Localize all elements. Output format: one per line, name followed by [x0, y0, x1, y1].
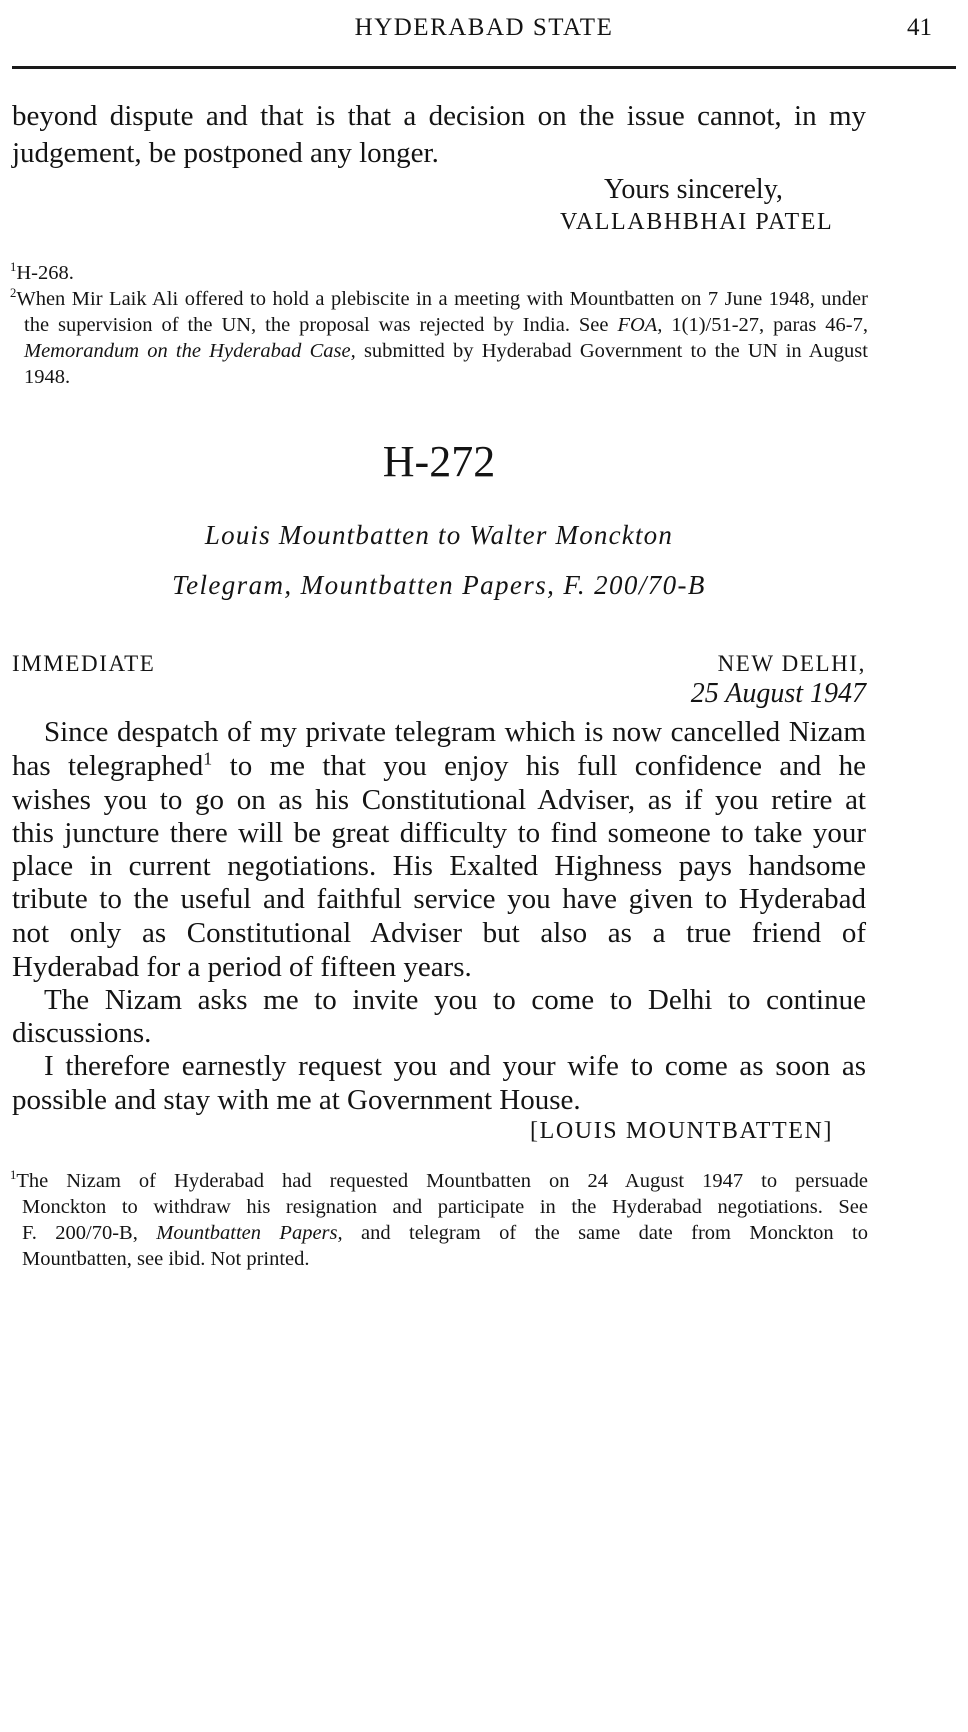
- body-text: to me that you enjoy his full confidence and he: [212, 750, 866, 782]
- footnote-citation: FOA,: [617, 314, 663, 336]
- continuation-line: beyond dispute and that is that a decision on the issue cannot, in my: [12, 100, 866, 132]
- body-line: [12, 714, 866, 751]
- body-text: has telegraphed: [12, 750, 204, 782]
- footnote: [10, 286, 868, 390]
- running-head-title: HYDERABAD STATE: [354, 14, 614, 41]
- body-text: The Nizam asks me to invite you to come to Delhi to continue: [44, 984, 866, 1016]
- page-number: 41: [907, 14, 932, 41]
- footnote-text: The Nizam of Hyderabad had requested Mountbatten on 24 August 1947 to persuade: [16, 1170, 868, 1192]
- footnote-marker: 1: [10, 1168, 17, 1183]
- footnote-citation: Memorandum on the Hyderabad Case,: [24, 340, 356, 362]
- telegram-date: 25 August 1947: [690, 678, 866, 709]
- body-line: discussions.: [12, 1017, 152, 1049]
- body-line: this juncture there will be great difficulty to find someone to take your: [12, 817, 866, 849]
- body-line: possible and stay with me at Government House.: [12, 1084, 581, 1116]
- footnote-citation: Mountbatten Papers,: [156, 1222, 343, 1244]
- footnote: [10, 260, 868, 286]
- body-line: [12, 1048, 866, 1085]
- footnote-text: F. 200/70-B,: [22, 1222, 157, 1244]
- footnote-marker: 2: [10, 286, 17, 301]
- footnote-line: [10, 1220, 868, 1246]
- letter-signature: VALLABHBHAI PATEL: [560, 209, 834, 235]
- footnote-text: H-268.: [16, 262, 74, 284]
- footnote-line: Monckton to withdraw his resignation and participate in the Hyderabad negotiations. See: [22, 1196, 868, 1218]
- document-source: Telegram, Mountbatten Papers, F. 200/70-B: [172, 570, 706, 600]
- letter-closing: Yours sincerely,: [604, 174, 783, 205]
- document-from-to: Louis Mountbatten to Walter Monckton: [204, 520, 674, 550]
- footnote-line: Mountbatten, see ibid. Not printed.: [22, 1248, 310, 1270]
- body-text: Since despatch of my private telegram which is now cancelled Nizam: [44, 716, 866, 748]
- body-text: I therefore earnestly request you and your wife to come as soon as: [44, 1050, 866, 1082]
- footnote-line: [10, 1168, 868, 1194]
- header-rule: [12, 66, 956, 69]
- continuation-line: judgement, be postponed any longer.: [12, 137, 439, 169]
- footnote-text: and telegram of the same date from Monckton to: [342, 1222, 868, 1244]
- footnote-bottom: [10, 1168, 868, 1272]
- body-line: [12, 982, 866, 1019]
- body-line: place in current negotiations. His Exalted Highness pays handsome: [12, 850, 866, 882]
- footnote-text: submitted by Hyderabad Government to the UN in August 1948.: [24, 340, 868, 388]
- telegram-signature: [LOUIS MOUNTBATTEN]: [530, 1118, 834, 1144]
- document-number: H-272: [382, 437, 496, 486]
- footnotes-top: [10, 260, 868, 390]
- footnote-marker: 1: [203, 748, 213, 769]
- footnote-marker: 1: [10, 260, 17, 275]
- body-line: [12, 748, 866, 785]
- footnote-text: When Mir Laik Ali offered to hold a plebiscite in a meeting with Mountbatten on 7 June 1948, under the supervision of the UN, the proposal was rejected by India. See: [16, 288, 868, 336]
- footnote-text: 1(1)/51-27, paras 46-7,: [662, 314, 868, 336]
- body-line: Hyderabad for a period of fifteen years.: [12, 951, 472, 983]
- telegram-priority: IMMEDIATE: [12, 651, 156, 676]
- running-head: [0, 14, 968, 48]
- telegram-place: NEW DELHI,: [717, 651, 866, 676]
- body-line: wishes you to go on as his Constitutional Adviser, as if you retire at: [12, 784, 866, 816]
- body-line: tribute to the useful and faithful service you have given to Hyderabad: [12, 883, 866, 915]
- body-line: not only as Constitutional Adviser but also as a true friend of: [12, 917, 866, 949]
